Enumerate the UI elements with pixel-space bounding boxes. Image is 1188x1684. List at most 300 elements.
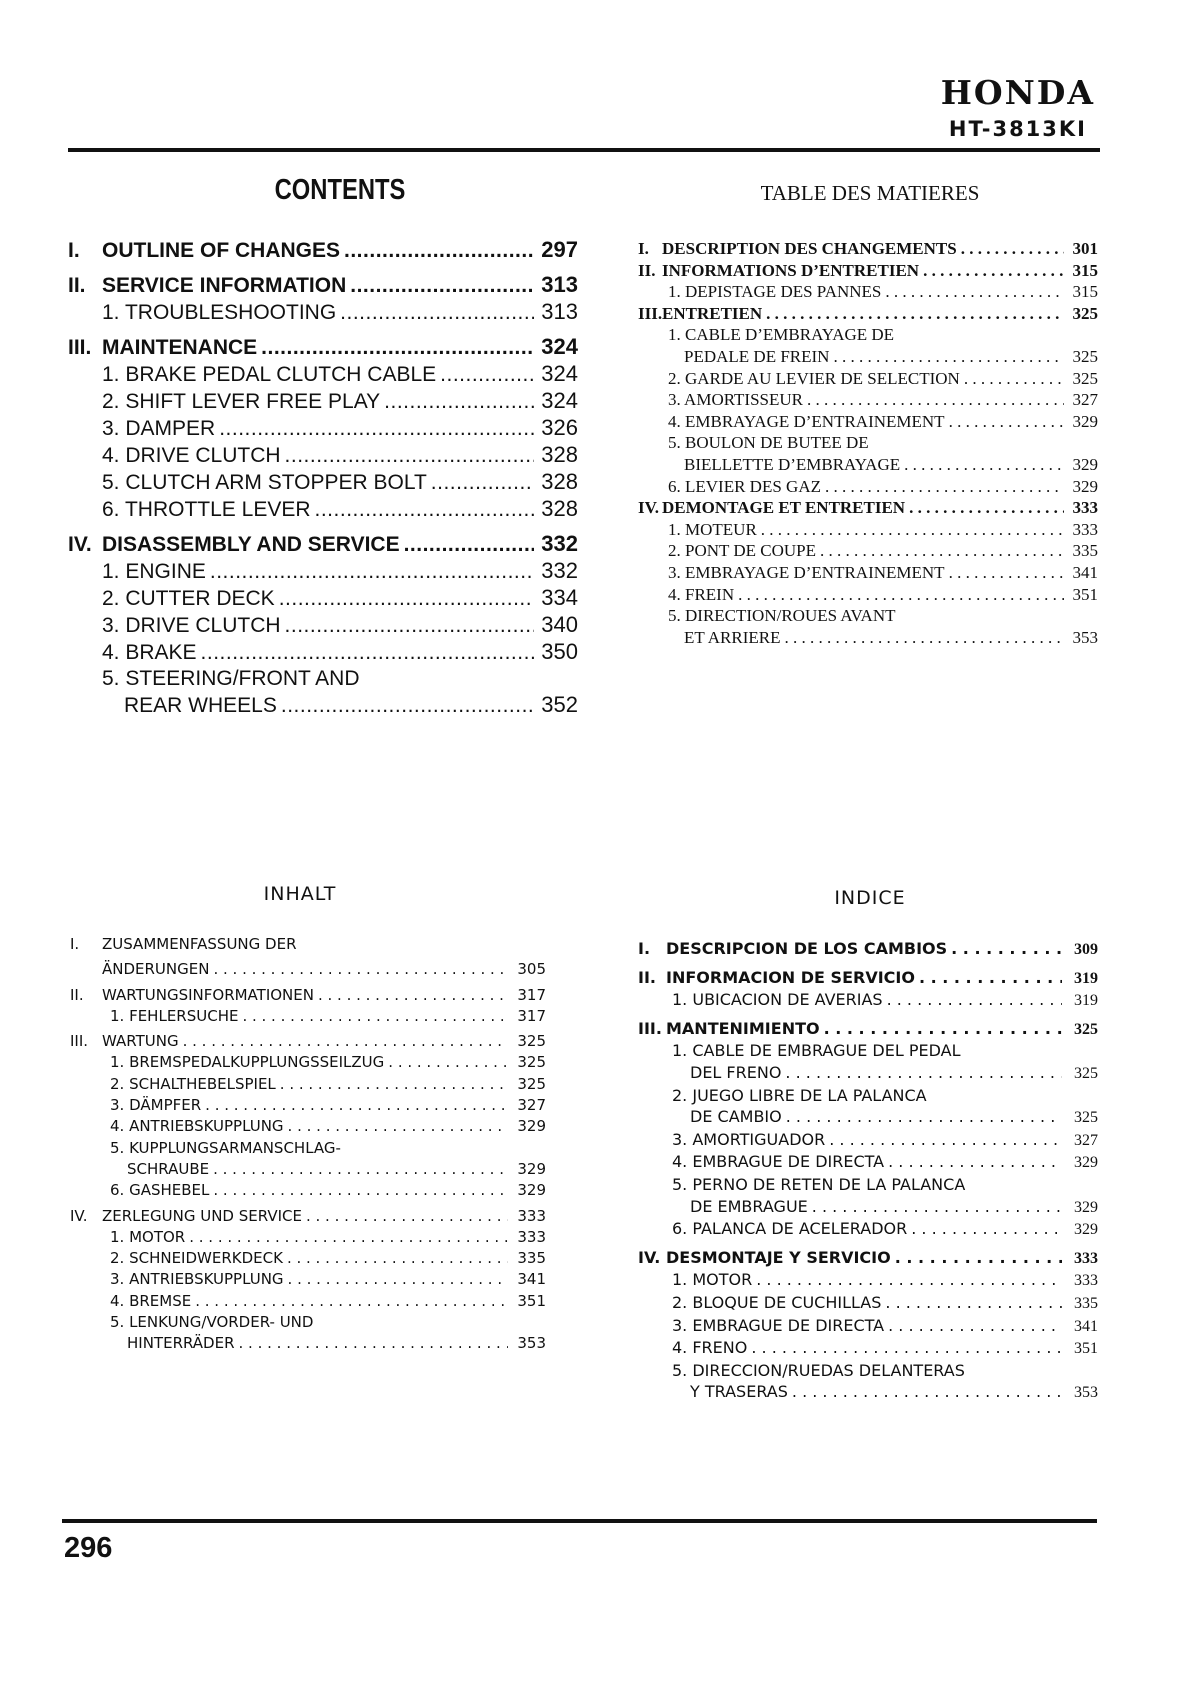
toc-entry-page: 325 — [517, 1074, 546, 1093]
toc-entry — [70, 1074, 546, 1095]
dot-leader — [949, 411, 1064, 433]
toc-entry-label: 3. DRIVE CLUTCH — [102, 614, 281, 637]
toc-entry-label: REAR WHEELS — [124, 694, 277, 717]
toc-entry — [70, 1180, 546, 1201]
toc-entry-label: 4. BREMSE — [110, 1291, 192, 1310]
dot-leader — [949, 562, 1064, 584]
toc-entry-label: 1. TROUBLESHOOTING — [102, 301, 337, 324]
dot-leader — [431, 470, 534, 496]
dot-leader — [205, 1095, 508, 1116]
dot-leader — [824, 1018, 1062, 1040]
dot-leader — [919, 967, 1062, 989]
dot-leader — [213, 959, 508, 980]
toc-entry-number: I. — [70, 935, 80, 953]
toc-entry — [68, 612, 578, 639]
dot-leader — [350, 273, 534, 299]
toc-entry — [638, 1129, 1098, 1152]
dot-leader — [388, 1052, 508, 1073]
toc-entry-page: 297 — [541, 237, 578, 262]
dot-leader — [761, 519, 1064, 541]
toc-entry-label: 2. PONT DE COUPE — [668, 541, 816, 561]
toc-entry — [70, 1291, 546, 1312]
dot-leader — [807, 389, 1064, 411]
toc-entry-page: 353 — [1074, 1384, 1098, 1402]
toc-entry-page: 333 — [1074, 1272, 1098, 1290]
toc-entry-label: PEDALE DE FREIN — [684, 346, 830, 366]
toc-entry — [638, 476, 1098, 498]
toc-entry-label: HINTERRÄDER — [127, 1334, 235, 1353]
toc-english — [68, 237, 578, 719]
toc-entry — [638, 1018, 1098, 1041]
toc-entry — [638, 411, 1098, 433]
dot-leader — [404, 532, 534, 558]
toc-entry — [638, 1085, 1098, 1107]
toc-entry-label: 1. UBICACION DE AVERIAS — [672, 990, 883, 1010]
toc-entry-label: 1. MOTOR — [110, 1227, 186, 1246]
toc-entry-number: IV. — [68, 533, 92, 556]
toc-entry-label: 3. EMBRAGUE DE DIRECTA — [672, 1315, 885, 1335]
dot-leader — [279, 586, 534, 612]
toc-entry — [638, 260, 1098, 282]
toc-entry — [68, 531, 578, 558]
toc-entry-page: 341 — [1074, 1317, 1098, 1335]
toc-entry — [70, 1138, 546, 1159]
toc-entry-label: 3. AMORTISSEUR — [668, 390, 804, 410]
toc-entry-page: 351 — [517, 1291, 546, 1310]
toc-entry-label: 2. BLOQUE DE CUCHILLAS — [672, 1292, 882, 1312]
toc-entry-label: DE EMBRAGUE — [690, 1196, 808, 1216]
dot-leader — [315, 497, 534, 523]
toc-entry-page: 329 — [517, 1159, 546, 1178]
toc-entry-label: ENTRETIEN — [662, 303, 763, 323]
dot-leader — [201, 640, 534, 666]
dot-leader — [288, 1269, 508, 1290]
toc-entry-page: 313 — [541, 272, 578, 297]
dot-leader — [785, 1062, 1062, 1084]
toc-entry-label: 1. ENGINE — [102, 560, 206, 583]
toc-entry-page: 329 — [1074, 1221, 1098, 1239]
toc-entry-label: 2. GARDE AU LEVIER DE SELECTION — [668, 368, 960, 388]
toc-entry-page: 328 — [541, 442, 578, 467]
toc-entry — [70, 1052, 546, 1073]
toc-entry — [70, 1312, 546, 1333]
toc-entry-label: DEMONTAGE ET ENTRETIEN — [662, 498, 906, 518]
toc-entry-page: 315 — [1072, 260, 1098, 280]
toc-entry-page: 332 — [541, 531, 578, 556]
toc-entry — [638, 938, 1098, 961]
toc-entry — [70, 1031, 546, 1052]
toc-entry-label: 5. KUPPLUNGSARMANSCHLAG- — [110, 1138, 341, 1157]
dot-leader — [829, 1129, 1062, 1151]
dot-leader — [911, 1218, 1062, 1240]
dot-leader — [964, 368, 1064, 390]
toc-entry-number: III. — [638, 1018, 662, 1038]
dot-leader — [888, 1315, 1062, 1337]
toc-entry-page: 351 — [1072, 584, 1098, 604]
dot-leader — [751, 1337, 1062, 1359]
toc-entry-label: 3. ANTRIEBSKUPPLUNG — [110, 1270, 284, 1289]
dot-leader — [785, 627, 1065, 649]
toc-entry-page: 324 — [541, 361, 578, 386]
dot-leader — [833, 346, 1064, 368]
toc-entry-page: 329 — [517, 1181, 546, 1200]
dot-leader — [219, 416, 534, 442]
toc-entry-label: 1. BRAKE PEDAL CLUTCH CABLE — [102, 363, 437, 386]
toc-entry-label: WARTUNGSINFORMATIONEN — [102, 985, 314, 1004]
toc-entry-page: 329 — [1072, 411, 1098, 431]
toc-entry-page: 324 — [541, 334, 578, 359]
toc-entry — [70, 1159, 546, 1180]
toc-entry-label: 5. DIRECTION/ROUES AVANT — [668, 606, 896, 626]
dot-leader — [812, 1196, 1062, 1218]
toc-entry-page: 340 — [541, 612, 578, 637]
toc-entry — [68, 639, 578, 666]
dot-leader — [786, 1106, 1062, 1128]
toc-entry-label: 3. DÄMPFER — [110, 1096, 202, 1115]
toc-entry-number: I. — [638, 939, 651, 958]
dot-leader — [888, 1151, 1062, 1173]
toc-entry-page: 301 — [1072, 239, 1098, 258]
toc-entry-label: 1. MOTOR — [672, 1270, 753, 1290]
toc-entry-page: 327 — [1074, 1131, 1098, 1149]
heading-contents-de: INHALT — [263, 883, 337, 905]
toc-entry-label: DISASSEMBLY AND SERVICE — [102, 533, 400, 556]
toc-entry-label: ZUSAMMENFASSUNG DER — [102, 935, 297, 953]
toc-entry-page: 325 — [1074, 1020, 1098, 1038]
toc-entry — [68, 442, 578, 469]
toc-entry-label: DEL FRENO — [690, 1062, 782, 1082]
dot-leader — [887, 989, 1062, 1011]
toc-entry-label: INFORMACION DE SERVICIO — [666, 967, 915, 987]
heading-contents-fr: TABLE DES MATIERES — [760, 181, 980, 205]
dot-leader — [792, 1381, 1062, 1403]
toc-entry-page: 341 — [517, 1270, 546, 1289]
toc-entry-page: 335 — [1072, 541, 1098, 561]
toc-entry — [70, 1095, 546, 1116]
toc-entry — [638, 967, 1098, 990]
toc-entry — [638, 389, 1098, 411]
toc-entry-label: 6. LEVIER DES GAZ — [668, 476, 821, 496]
toc-entry — [638, 1196, 1098, 1219]
toc-entry-page: 326 — [541, 415, 578, 440]
dot-leader — [288, 1116, 508, 1137]
toc-entry — [70, 985, 546, 1006]
toc-entry-page: 329 — [1074, 1198, 1098, 1216]
toc-entry — [638, 605, 1098, 627]
toc-entry-page: 334 — [541, 585, 578, 610]
toc-entry-page: 325 — [1074, 1109, 1098, 1127]
dot-leader — [756, 1269, 1062, 1291]
toc-entry-page: 350 — [541, 639, 578, 664]
toc-entry-number: III. — [638, 303, 663, 323]
toc-entry — [638, 989, 1098, 1012]
toc-entry-label: 4. FREIN — [668, 584, 735, 604]
toc-entry-label: ZERLEGUNG UND SERVICE — [102, 1206, 302, 1225]
toc-entry-label: 2. SHIFT LEVER FREE PLAY — [102, 390, 381, 413]
toc-entry-page: 325 — [1072, 368, 1098, 388]
toc-entry-page: 317 — [517, 985, 546, 1004]
toc-entry-label: 1. CABLE D’EMBRAYAGE DE — [668, 325, 895, 345]
toc-entry-page: 319 — [1074, 969, 1098, 987]
toc-entry-page: 325 — [1072, 303, 1098, 323]
toc-entry-page: 352 — [541, 692, 578, 717]
toc-entry — [68, 666, 578, 692]
toc-entry-label: 2. SCHNEIDWERKDECK — [110, 1249, 283, 1268]
toc-entry-page: 325 — [1074, 1064, 1098, 1082]
toc-entry — [68, 496, 578, 523]
toc-entry — [70, 1227, 546, 1248]
dot-leader — [281, 693, 534, 719]
toc-entry-page: 328 — [541, 469, 578, 494]
toc-entry — [68, 585, 578, 612]
toc-entry-page: 353 — [1072, 627, 1098, 647]
toc-entry — [638, 368, 1098, 390]
toc-entry-label: OUTLINE OF CHANGES — [102, 239, 341, 262]
toc-entry-label: WARTUNG — [102, 1032, 179, 1051]
toc-entry-page: 325 — [517, 1053, 546, 1072]
toc-entry-label: 6. PALANCA DE ACELERADOR — [672, 1219, 908, 1239]
toc-entry — [638, 562, 1098, 584]
brand-logo: HONDA — [940, 73, 1095, 112]
toc-entry-label: 4. DRIVE CLUTCH — [102, 444, 281, 467]
dot-leader — [213, 1180, 508, 1201]
toc-entry-page: 333 — [517, 1206, 546, 1225]
toc-entry — [70, 934, 546, 955]
toc-entry — [68, 237, 578, 264]
toc-entry-page: 309 — [1074, 941, 1098, 958]
dot-leader — [923, 260, 1064, 282]
dot-leader — [895, 1247, 1062, 1269]
toc-entry-page: 333 — [1074, 1249, 1098, 1267]
toc-entry-page: 313 — [541, 299, 578, 324]
toc-entry-page: 329 — [1074, 1154, 1098, 1172]
toc-entry — [70, 959, 546, 980]
toc-entry — [638, 1337, 1098, 1360]
toc-entry-page: 333 — [1072, 519, 1098, 539]
toc-entry — [638, 1247, 1098, 1270]
toc-entry-label: 3. EMBRAYAGE D’ENTRAINEMENT — [668, 562, 945, 582]
toc-entry-label: 4. EMBRAYAGE D’ENTRAINEMENT — [668, 411, 945, 431]
toc-entry — [70, 1006, 546, 1027]
toc-entry — [638, 1062, 1098, 1085]
toc-entry-label: 2. SCHALTHEBELSPIEL — [110, 1074, 276, 1093]
toc-entry — [68, 388, 578, 415]
toc-entry-page: 333 — [517, 1227, 546, 1246]
dot-leader — [440, 362, 534, 388]
heading-contents-es: INDICE — [834, 887, 906, 909]
toc-entry — [70, 1333, 546, 1354]
toc-entry — [638, 346, 1098, 368]
toc-entry-page: 315 — [1072, 282, 1098, 302]
toc-entry-number: II. — [638, 260, 656, 280]
toc-entry-label: 4. EMBRAGUE DE DIRECTA — [672, 1152, 885, 1172]
toc-entry-page: 325 — [517, 1032, 546, 1051]
dot-leader — [242, 1006, 508, 1027]
dot-leader — [306, 1206, 508, 1227]
toc-entry — [638, 238, 1098, 260]
toc-entry-page: 353 — [517, 1334, 546, 1353]
toc-entry — [68, 334, 578, 361]
toc-entry-label: 5. DIRECCION/RUEDAS DELANTERAS — [672, 1360, 965, 1380]
dot-leader — [961, 238, 1064, 260]
heading-contents-en: CONTENTS — [274, 174, 406, 206]
toc-entry-label: 1. FEHLERSUCHE — [110, 1006, 239, 1025]
toc-entry — [68, 692, 578, 719]
dot-leader — [340, 300, 534, 326]
dot-leader — [285, 443, 534, 469]
toc-entry-label: BIELLETTE D’EMBRAYAGE — [684, 454, 901, 474]
toc-entry — [638, 1381, 1098, 1404]
toc-entry-label: 3. AMORTIGUADOR — [672, 1129, 826, 1149]
toc-entry — [638, 584, 1098, 606]
toc-entry-number: IV. — [638, 1247, 661, 1267]
toc-entry-label: MAINTENANCE — [102, 336, 258, 359]
toc-entry-label: SCHRAUBE — [127, 1159, 210, 1178]
toc-entry — [68, 415, 578, 442]
toc-entry — [638, 1292, 1098, 1315]
dot-leader — [344, 238, 534, 264]
toc-entry-page: 333 — [1072, 498, 1098, 518]
toc-entry-label: 4. FRENO — [672, 1338, 748, 1358]
toc-entry-label: 5. CLUTCH ARM STOPPER BOLT — [102, 471, 427, 494]
toc-entry-page: 329 — [517, 1117, 546, 1136]
toc-entry-page: 335 — [517, 1249, 546, 1268]
toc-entry-label: DESCRIPCION DE LOS CAMBIOS — [666, 939, 948, 958]
toc-entry-label: 1. MOTEUR — [668, 519, 757, 539]
toc-entry-label: DE CAMBIO — [690, 1107, 782, 1127]
toc-entry-label: INFORMATIONS D’ENTRETIEN — [662, 260, 920, 280]
toc-entry-page: 327 — [1072, 390, 1098, 410]
toc-french — [638, 238, 1098, 648]
toc-entry — [638, 1269, 1098, 1292]
page-number: 296 — [64, 1532, 113, 1564]
toc-entry — [638, 627, 1098, 649]
dot-leader — [951, 938, 1062, 960]
toc-entry — [638, 540, 1098, 562]
toc-entry — [638, 281, 1098, 303]
dot-leader — [738, 584, 1064, 606]
toc-entry-page: 324 — [541, 388, 578, 413]
toc-entry-page: 341 — [1072, 562, 1098, 582]
dot-leader — [909, 497, 1064, 519]
toc-entry-label: 6. GASHEBEL — [110, 1181, 210, 1200]
toc-entry-page: 319 — [1074, 992, 1098, 1010]
toc-entry — [638, 303, 1098, 325]
toc-entry — [68, 272, 578, 299]
dot-leader — [825, 476, 1064, 498]
toc-entry-page: 329 — [1072, 454, 1098, 474]
dot-leader — [195, 1291, 508, 1312]
toc-entry-page: 317 — [517, 1006, 546, 1025]
toc-entry — [638, 519, 1098, 541]
toc-entry-page: 328 — [541, 496, 578, 521]
dot-leader — [318, 985, 508, 1006]
toc-entry — [70, 1269, 546, 1290]
toc-entry — [638, 1151, 1098, 1174]
toc-entry-number: III. — [70, 1032, 89, 1051]
toc-entry-label: SERVICE INFORMATION — [102, 274, 347, 297]
toc-entry — [68, 361, 578, 388]
dot-leader — [885, 1292, 1062, 1314]
dot-leader — [183, 1031, 508, 1052]
toc-entry-label: 1. DEPISTAGE DES PANNES — [668, 282, 882, 302]
dot-leader — [210, 559, 534, 585]
toc-entry-number: I. — [68, 239, 80, 262]
toc-entry-number: IV. — [70, 1206, 88, 1225]
toc-entry-page: 329 — [1072, 476, 1098, 496]
toc-entry-number: II. — [638, 967, 656, 987]
bottom-divider — [62, 1519, 1097, 1523]
model-number: HT-3813KI — [948, 117, 1087, 141]
toc-entry-page: 332 — [541, 558, 578, 583]
toc-entry-page: 327 — [517, 1096, 546, 1115]
toc-entry-label: 2. JUEGO LIBRE DE LA PALANCA — [672, 1085, 927, 1105]
toc-entry-label: 2. CUTTER DECK — [102, 587, 275, 610]
toc-entry — [638, 1315, 1098, 1338]
toc-entry-label: DESCRIPTION DES CHANGEMENTS — [662, 239, 957, 258]
toc-entry — [638, 432, 1098, 454]
toc-entry — [638, 1106, 1098, 1129]
dot-leader — [280, 1074, 508, 1095]
toc-entry-number: IV. — [638, 498, 659, 518]
toc-entry — [638, 1360, 1098, 1382]
toc-entry-label: MANTENIMIENTO — [666, 1018, 820, 1038]
toc-entry-page: 351 — [1074, 1340, 1098, 1358]
toc-entry-number: II. — [70, 985, 84, 1004]
toc-german — [70, 930, 546, 1355]
dot-leader — [384, 389, 534, 415]
toc-entry-label: Y TRASERAS — [690, 1382, 788, 1402]
toc-entry — [638, 454, 1098, 476]
toc-entry — [638, 1174, 1098, 1196]
toc-entry-number: I. — [638, 239, 649, 258]
toc-entry-label: 1. BREMSPEDALKUPPLUNGSSEILZUG — [110, 1053, 385, 1072]
dot-leader — [261, 335, 534, 361]
toc-entry-label: ET ARRIERE — [684, 627, 781, 647]
toc-entry-number: III. — [68, 336, 92, 359]
toc-entry — [638, 497, 1098, 519]
toc-entry — [68, 299, 578, 326]
dot-leader — [885, 281, 1064, 303]
toc-entry-label: 1. CABLE DE EMBRAGUE DEL PEDAL — [672, 1041, 961, 1061]
toc-spanish — [638, 932, 1098, 1404]
toc-entry — [68, 558, 578, 585]
toc-entry-label: DESMONTAJE Y SERVICIO — [666, 1247, 891, 1267]
toc-entry — [70, 1248, 546, 1269]
toc-entry-label: 4. BRAKE — [102, 641, 197, 664]
dot-leader — [213, 1159, 508, 1180]
toc-entry-label: 5. PERNO DE RETEN DE LA PALANCA — [672, 1174, 966, 1194]
dot-leader — [820, 540, 1064, 562]
toc-entry-label: 4. ANTRIEBSKUPPLUNG — [110, 1117, 284, 1136]
top-divider — [68, 148, 1100, 152]
dot-leader — [285, 613, 534, 639]
toc-entry-number: II. — [68, 274, 86, 297]
toc-entry-page: 335 — [1074, 1294, 1098, 1312]
toc-entry — [68, 469, 578, 496]
toc-entry-label: 5. STEERING/FRONT AND — [102, 667, 360, 690]
dot-leader — [904, 454, 1064, 476]
toc-entry — [70, 1116, 546, 1137]
dot-leader — [189, 1227, 508, 1248]
dot-leader — [239, 1333, 508, 1354]
toc-entry-label: 5. LENKUNG/VORDER- UND — [110, 1313, 314, 1332]
toc-entry-page: 325 — [1072, 346, 1098, 366]
dot-leader — [766, 303, 1064, 325]
toc-entry — [70, 1206, 546, 1227]
toc-entry-label: 6. THROTTLE LEVER — [102, 498, 311, 521]
toc-entry — [638, 1040, 1098, 1062]
